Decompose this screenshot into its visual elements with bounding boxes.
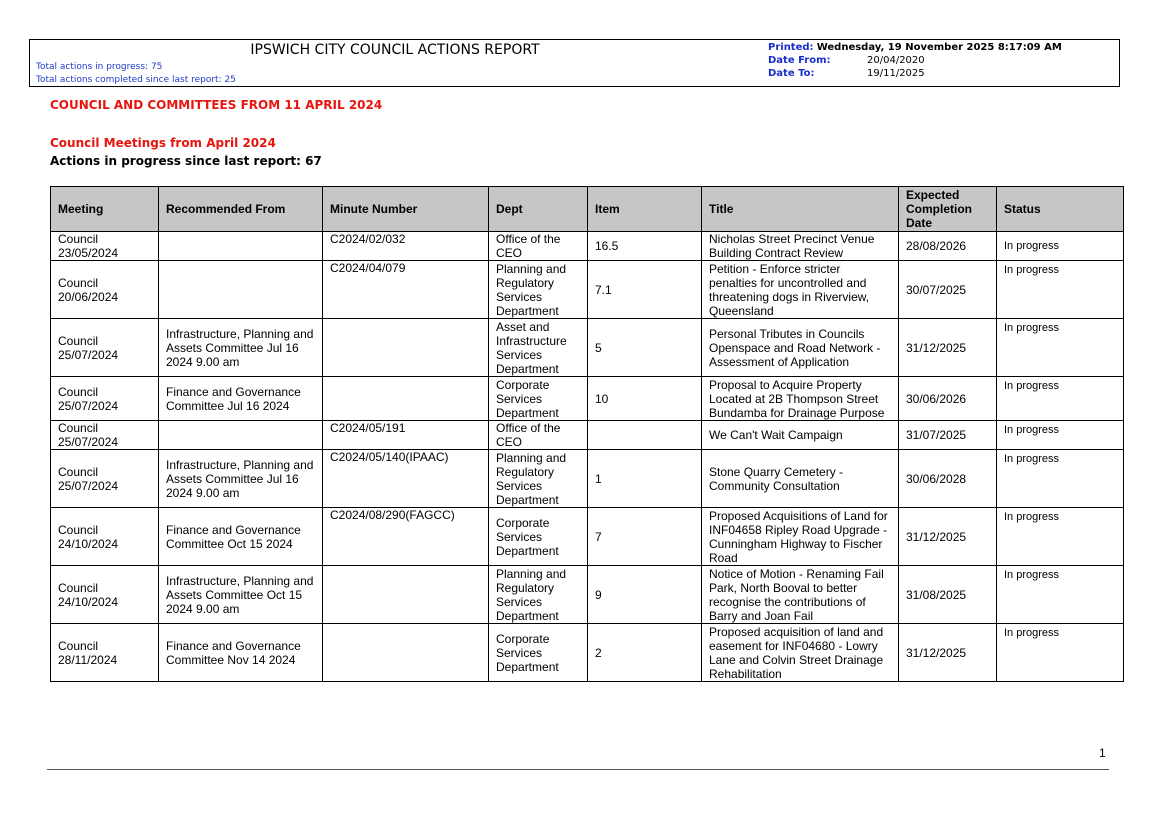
cell-status: In progress: [997, 566, 1124, 624]
printed-row: [768, 41, 1062, 54]
date-to-label: Date To:: [768, 68, 815, 79]
cell-minute-number: C2024/04/079: [323, 261, 489, 319]
cell-title: Stone Quarry Cemetery - Community Consultation: [702, 450, 899, 508]
cell-status: In progress: [997, 232, 1124, 261]
table-row: [51, 377, 1124, 421]
cell-status: In progress: [997, 377, 1124, 421]
cell-item: 2: [588, 624, 702, 682]
cell-title: Proposed acquisition of land and easement for INF04680 - Lowry Lane and Colvin Street Drainage Rehabilitation: [702, 624, 899, 682]
total-in-progress: Total actions in progress: 75: [36, 62, 163, 72]
cell-minute-number: [323, 624, 489, 682]
cell-meeting: Council 24/10/2024: [51, 508, 159, 566]
cell-dept: Corporate Services Department: [489, 624, 588, 682]
cell-expected-date: 31/12/2025: [899, 624, 997, 682]
cell-minute-number: C2024/05/140(IPAAC): [323, 450, 489, 508]
table-row: [51, 624, 1124, 682]
cell-title: Personal Tributes in Councils Openspace and Road Network - Assessment of Application: [702, 319, 899, 377]
cell-status: In progress: [997, 450, 1124, 508]
section-heading: COUNCIL AND COMMITTEES FROM 11 APRIL 2024: [50, 98, 383, 112]
cell-dept: Office of the CEO: [489, 232, 588, 261]
cell-meeting: Council 25/07/2024: [51, 450, 159, 508]
cell-expected-date: 31/12/2025: [899, 508, 997, 566]
column-header-expected-completion-date: Expected Completion Date: [899, 187, 997, 232]
cell-recommended-from: Infrastructure, Planning and Assets Committee Jul 16 2024 9.00 am: [159, 450, 323, 508]
cell-expected-date: 31/08/2025: [899, 566, 997, 624]
column-header-title: Title: [702, 187, 899, 232]
cell-recommended-from: [159, 232, 323, 261]
cell-title: Proposal to Acquire Property Located at 2B Thompson Street Bundamba for Drainage Purpose: [702, 377, 899, 421]
table-row: [51, 261, 1124, 319]
table-row: [51, 508, 1124, 566]
cell-expected-date: 30/07/2025: [899, 261, 997, 319]
table-row: [51, 319, 1124, 377]
cell-title: Proposed Acquisitions of Land for INF04658 Ripley Road Upgrade - Cunningham Highway to Fischer Road: [702, 508, 899, 566]
cell-recommended-from: Finance and Governance Committee Nov 14 2024: [159, 624, 323, 682]
cell-dept: Corporate Services Department: [489, 508, 588, 566]
cell-item: 7: [588, 508, 702, 566]
cell-dept: Office of the CEO: [489, 421, 588, 450]
table-row: [51, 450, 1124, 508]
cell-item: [588, 421, 702, 450]
cell-meeting: Council 20/06/2024: [51, 261, 159, 319]
column-header-minute-number: Minute Number: [323, 187, 489, 232]
actions-in-progress-count: Actions in progress since last report: 67: [50, 154, 322, 168]
report-header: [29, 39, 1120, 87]
cell-title: Petition - Enforce stricter penalties for uncontrolled and threatening dogs in Riverview, Queensland: [702, 261, 899, 319]
column-header-recommended-from: Recommended From: [159, 187, 323, 232]
cell-item: 7.1: [588, 261, 702, 319]
column-header-dept: Dept: [489, 187, 588, 232]
cell-dept: Planning and Regulatory Services Department: [489, 450, 588, 508]
column-header-status: Status: [997, 187, 1124, 232]
cell-expected-date: 30/06/2026: [899, 377, 997, 421]
page-number: 1: [1099, 746, 1106, 760]
cell-recommended-from: Finance and Governance Committee Oct 15 2024: [159, 508, 323, 566]
cell-meeting: Council 28/11/2024: [51, 624, 159, 682]
cell-recommended-from: Infrastructure, Planning and Assets Committee Oct 15 2024 9.00 am: [159, 566, 323, 624]
actions-table: [50, 186, 1124, 682]
cell-meeting: Council 25/07/2024: [51, 377, 159, 421]
cell-recommended-from: [159, 261, 323, 319]
cell-item: 16.5: [588, 232, 702, 261]
cell-meeting: Council 23/05/2024: [51, 232, 159, 261]
table-header-row: [51, 187, 1124, 232]
date-from-row: [768, 54, 1062, 67]
printed-label: Printed:: [768, 42, 814, 53]
cell-title: We Can't Wait Campaign: [702, 421, 899, 450]
cell-dept: Corporate Services Department: [489, 377, 588, 421]
table-row: [51, 232, 1124, 261]
date-from-label: Date From:: [768, 55, 831, 66]
cell-minute-number: C2024/05/191: [323, 421, 489, 450]
cell-dept: Planning and Regulatory Services Department: [489, 566, 588, 624]
cell-meeting: Council 24/10/2024: [51, 566, 159, 624]
report-meta: [768, 41, 1062, 80]
cell-minute-number: [323, 319, 489, 377]
date-to-row: [768, 67, 1062, 80]
column-header-meeting: Meeting: [51, 187, 159, 232]
cell-dept: Planning and Regulatory Services Department: [489, 261, 588, 319]
report-title: IPSWICH CITY COUNCIL ACTIONS REPORT: [250, 42, 540, 58]
cell-minute-number: C2024/02/032: [323, 232, 489, 261]
date-to-value: 19/11/2025: [867, 68, 925, 79]
cell-item: 5: [588, 319, 702, 377]
cell-item: 9: [588, 566, 702, 624]
cell-title: Notice of Motion - Renaming Fail Park, North Booval to better recognise the contributions of Barry and Joan Fail: [702, 566, 899, 624]
cell-status: In progress: [997, 261, 1124, 319]
cell-status: In progress: [997, 421, 1124, 450]
footer-divider: [47, 769, 1109, 770]
cell-minute-number: [323, 566, 489, 624]
cell-meeting: Council 25/07/2024: [51, 421, 159, 450]
sub-heading: Council Meetings from April 2024: [50, 136, 276, 150]
printed-value: Wednesday, 19 November 2025 8:17:09 AM: [816, 42, 1062, 53]
table-row: [51, 566, 1124, 624]
cell-recommended-from: [159, 421, 323, 450]
cell-status: In progress: [997, 624, 1124, 682]
date-from-value: 20/04/2020: [867, 55, 925, 66]
cell-item: 10: [588, 377, 702, 421]
cell-minute-number: [323, 377, 489, 421]
cell-recommended-from: Finance and Governance Committee Jul 16 2024: [159, 377, 323, 421]
cell-title: Nicholas Street Precinct Venue Building Contract Review: [702, 232, 899, 261]
cell-recommended-from: Infrastructure, Planning and Assets Committee Jul 16 2024 9.00 am: [159, 319, 323, 377]
cell-expected-date: 31/12/2025: [899, 319, 997, 377]
cell-item: 1: [588, 450, 702, 508]
table-row: [51, 421, 1124, 450]
cell-expected-date: 28/08/2026: [899, 232, 997, 261]
totals-block: [36, 61, 236, 87]
cell-meeting: Council 25/07/2024: [51, 319, 159, 377]
total-completed: Total actions completed since last report: 25: [36, 75, 236, 85]
cell-status: In progress: [997, 508, 1124, 566]
cell-status: In progress: [997, 319, 1124, 377]
cell-dept: Asset and Infrastructure Services Department: [489, 319, 588, 377]
cell-expected-date: 31/07/2025: [899, 421, 997, 450]
cell-expected-date: 30/06/2028: [899, 450, 997, 508]
column-header-item: Item: [588, 187, 702, 232]
cell-minute-number: C2024/08/290(FAGCC): [323, 508, 489, 566]
